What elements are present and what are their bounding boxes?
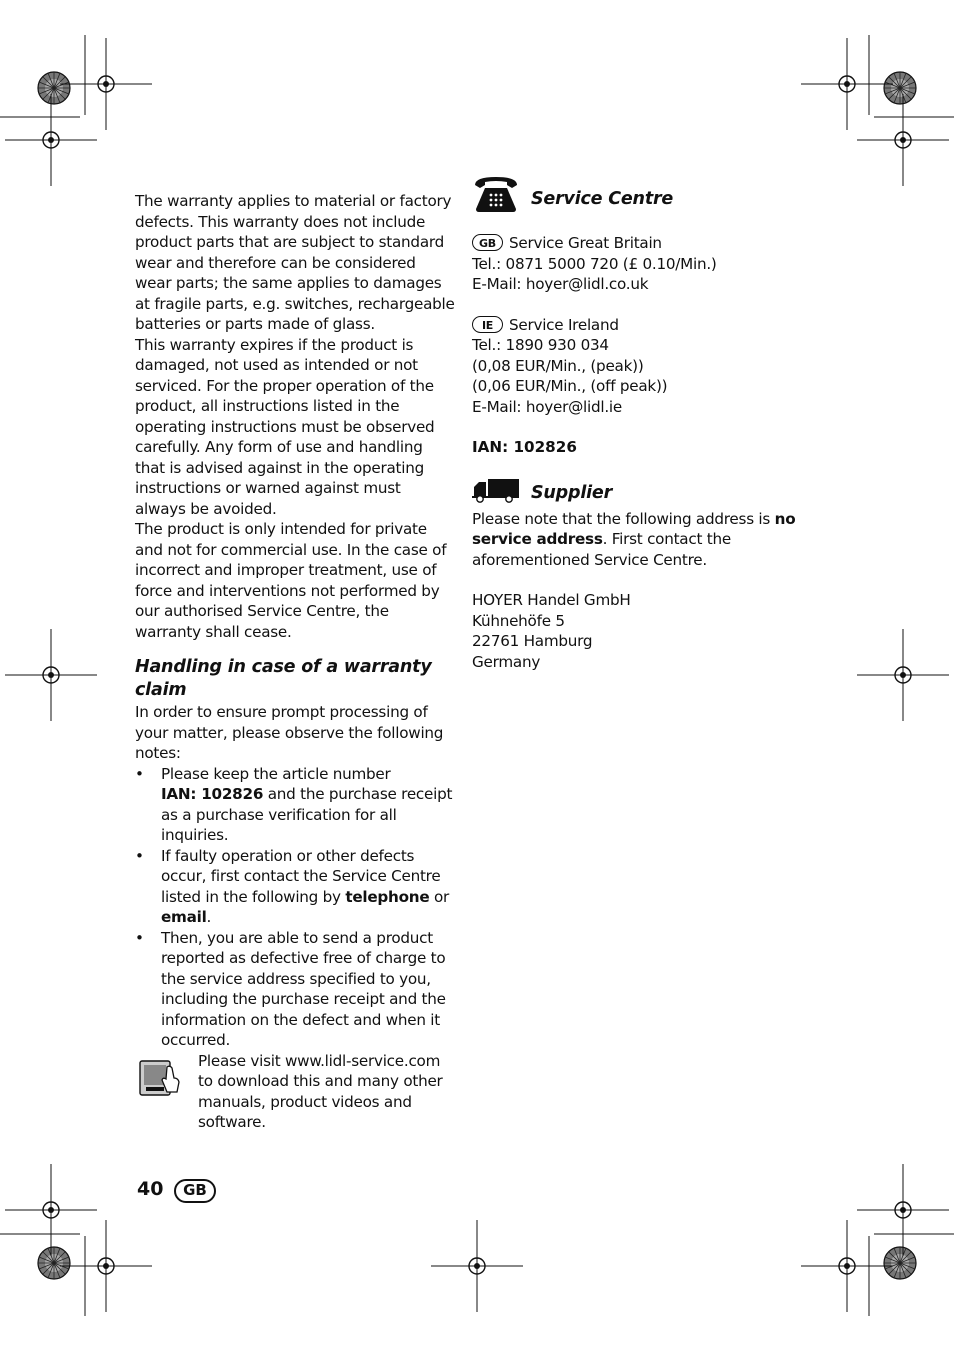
ie-flag-badge: IE bbox=[472, 316, 503, 333]
service-gb-tel: Tel.: 0871 5000 720 (£ 0.10/Min.) bbox=[472, 254, 717, 273]
service-ie-mail: E-Mail: hoyer@lidl.ie bbox=[472, 397, 622, 416]
supplier-header bbox=[472, 478, 802, 512]
supplier-address bbox=[472, 590, 802, 672]
address-line: Germany bbox=[472, 652, 541, 671]
list-item bbox=[135, 764, 455, 846]
claim-heading: Handling in case of a warranty claim bbox=[135, 657, 432, 700]
supplier-note-a: Please note that the following address is bbox=[472, 509, 775, 528]
bullet-symbol: • bbox=[135, 764, 144, 783]
bullet2-email: email bbox=[161, 908, 207, 926]
service-gb-line bbox=[472, 233, 802, 254]
list-item bbox=[135, 846, 455, 928]
service-centre-title: Service Centre bbox=[531, 189, 674, 209]
service-ie-peak: (0,08 EUR/Min., (peak)) bbox=[472, 356, 644, 375]
bullet1-text: Please keep the article number bbox=[161, 764, 391, 783]
bullet2-telephone: telephone bbox=[345, 887, 430, 906]
service-ie-block bbox=[472, 315, 802, 418]
supplier-note bbox=[472, 509, 802, 571]
claim-intro: In order to ensure prompt processing of your matter, please observe the following notes: bbox=[135, 703, 444, 762]
right-column bbox=[472, 175, 802, 672]
list-item bbox=[135, 928, 455, 1051]
service-gb-mail: E-Mail: hoyer@lidl.co.uk bbox=[472, 275, 649, 293]
page-number: 40 bbox=[137, 1178, 164, 1200]
warranty-paragraph-3: The product is only intended for private and not for commercial use. In the case of incorrect and improper treatment, use of force and interventions not performed by our authorised Service Centre, the warranty shall cease. bbox=[135, 520, 447, 641]
address-line: 22761 Hamburg bbox=[472, 632, 593, 650]
service-centre-header bbox=[472, 175, 802, 215]
bullet-symbol: • bbox=[135, 846, 144, 865]
bullet1-rest: and the purchase receipt as a purchase verification for all inquiries. bbox=[161, 785, 453, 844]
left-column bbox=[135, 191, 455, 1133]
address-line: HOYER Handel GmbH bbox=[472, 591, 631, 609]
service-ie-line bbox=[472, 315, 802, 336]
bullet3-text: Then, you are able to send a product reported as defective free of charge to the service address specified to you, including the purchase receipt and the information on the defect and when it occurred. bbox=[161, 928, 446, 1049]
bullet2-text: If faulty operation or other defects occur, first contact the Service Centre listed in the following by bbox=[161, 846, 441, 906]
address-line: Kühnehöfe 5 bbox=[472, 611, 565, 630]
supplier-note-bold: no service address bbox=[472, 509, 796, 548]
service-gb-name: Service Great Britain bbox=[509, 234, 662, 252]
bullet2-end: . bbox=[206, 908, 212, 926]
service-ie-name: Service Ireland bbox=[509, 315, 619, 334]
supplier-title: Supplier bbox=[531, 482, 613, 503]
claim-bullet-list bbox=[135, 764, 455, 1051]
bullet-symbol: • bbox=[135, 928, 144, 947]
supplier-note-b: . First contact the aforementioned Service Centre. bbox=[472, 530, 731, 569]
service-gb-block bbox=[472, 233, 802, 295]
gb-flag-badge: GB bbox=[472, 234, 503, 251]
language-badge: GB bbox=[174, 1179, 216, 1203]
warranty-paragraph-1: The warranty applies to material or factory defects. This warranty does not include product parts that are subject to standard wear and therefore can be considered wear parts; the same applies to damages at fragile parts, e.g. switches, rechargeable batteries or parts made of glass. bbox=[135, 192, 455, 333]
web-note-text: Please visit www.lidl-service.com to download this and many other manuals, product videos and software. bbox=[198, 1051, 443, 1131]
telephone-icon bbox=[472, 175, 520, 213]
web-note bbox=[135, 1051, 455, 1133]
download-manual-icon bbox=[137, 1057, 181, 1097]
ian-number: IAN: 102826 bbox=[472, 438, 577, 456]
service-ie-tel: Tel.: 1890 930 034 bbox=[472, 336, 609, 354]
bullet1-ian: IAN: 102826 bbox=[161, 785, 264, 803]
bullet2-or: or bbox=[429, 887, 450, 906]
warranty-paragraph-2: This warranty expires if the product is damaged, not used as intended or not serviced. For the proper operation of the product, all instructions listed in the operating instructions must be observed carefully. Any form of use and handling that is advised against in the operating instructions or warned against must always be avoided. bbox=[135, 335, 435, 518]
service-ie-offpeak: (0,06 EUR/Min., (off peak)) bbox=[472, 377, 668, 395]
truck-icon bbox=[472, 478, 520, 504]
